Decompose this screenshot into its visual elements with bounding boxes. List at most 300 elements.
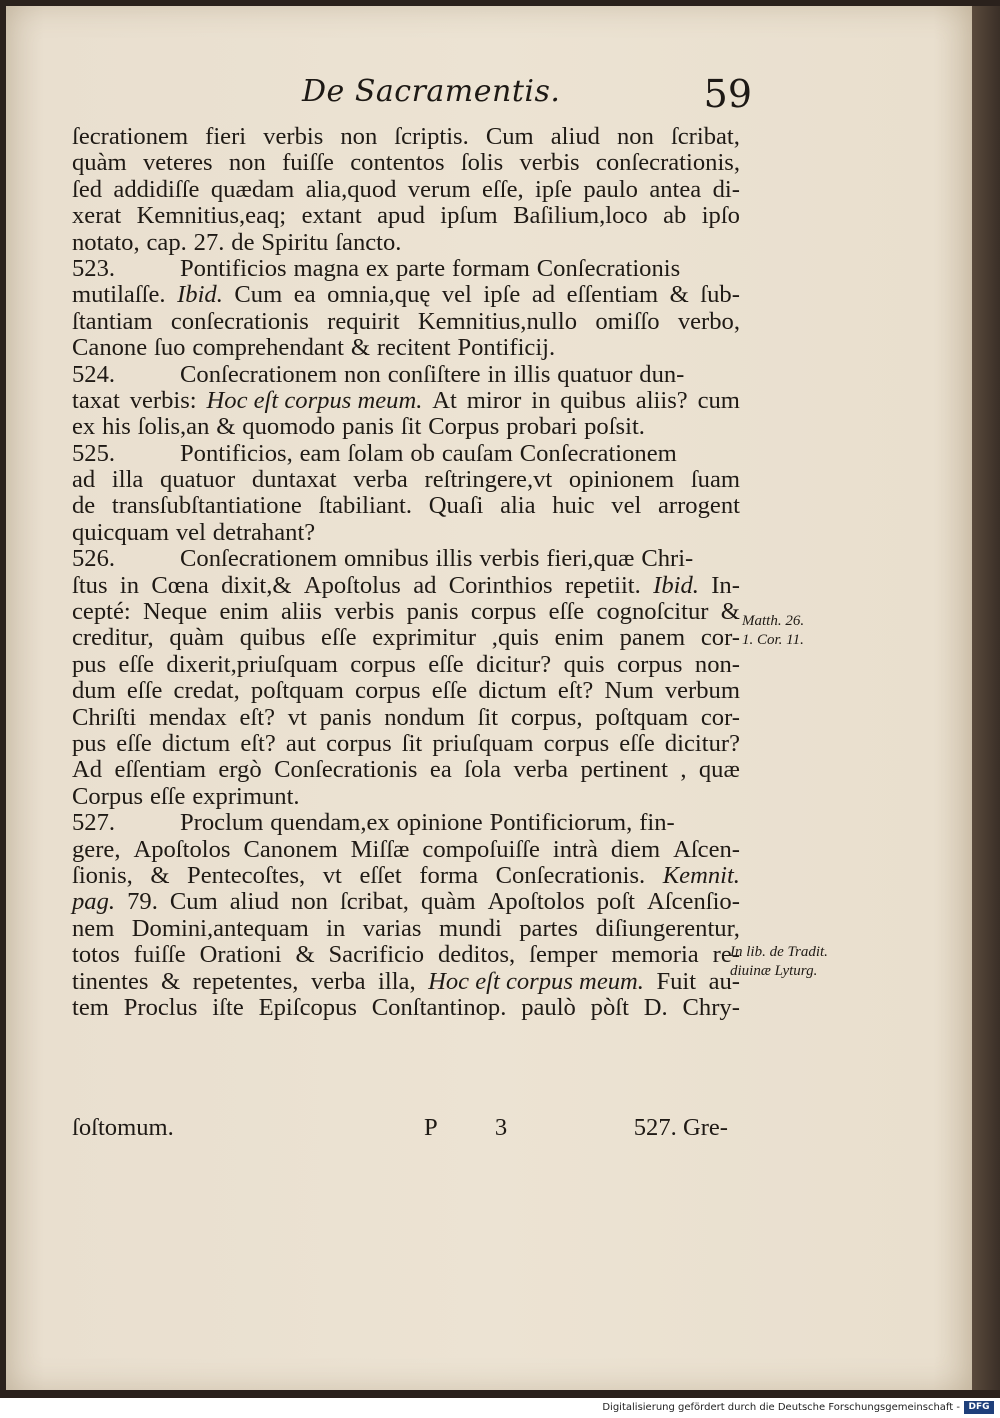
word: totos xyxy=(72,941,120,969)
word: eſt? xyxy=(557,677,594,705)
word: de xyxy=(72,492,96,520)
word: quæ xyxy=(698,756,740,784)
word: dixit,& xyxy=(221,571,292,599)
italic-reference: pag. xyxy=(72,888,116,916)
word: Pentecoſtes, xyxy=(187,861,306,889)
word: Aſcen- xyxy=(673,835,740,863)
word: varias xyxy=(362,914,422,942)
word: vel xyxy=(611,492,642,520)
text-line xyxy=(72,599,740,625)
word: nondum xyxy=(384,703,465,731)
word: pus xyxy=(72,729,107,757)
word: poſt xyxy=(596,888,635,916)
word: alia xyxy=(500,492,536,520)
word: eſſe xyxy=(428,650,464,678)
credit-bar xyxy=(0,1398,1000,1418)
word: ſcribat, xyxy=(339,888,409,916)
word: illis xyxy=(435,545,473,573)
word: ſcriptis. xyxy=(394,123,469,150)
word: opinione xyxy=(396,809,483,837)
word: ergò xyxy=(218,756,262,784)
word: , xyxy=(680,756,687,784)
word: aliis? xyxy=(635,386,688,414)
text-line xyxy=(72,573,740,599)
word: cauſam xyxy=(441,439,513,467)
word: requirit xyxy=(327,307,400,335)
word: corpus xyxy=(354,677,421,705)
word: corpus xyxy=(350,650,416,678)
word: & xyxy=(669,281,689,309)
word: ſola xyxy=(464,756,502,784)
word: fuiſſe xyxy=(133,941,186,969)
word: Epiſcopus xyxy=(258,993,357,1021)
word: eſſe xyxy=(431,677,468,705)
text-line xyxy=(72,995,740,1021)
word: ſit xyxy=(477,703,499,731)
word: in xyxy=(487,360,507,388)
word: opinionem xyxy=(568,466,675,494)
word: In- xyxy=(711,571,740,599)
word: quis xyxy=(563,650,605,678)
word: Kemnitius,eaq; xyxy=(136,202,287,230)
word: ſtus xyxy=(72,571,108,599)
word: ſolis xyxy=(460,149,504,177)
word: cap. xyxy=(146,228,187,256)
word: Conſtantinop. xyxy=(371,993,507,1021)
text-line xyxy=(72,309,740,335)
word: ſed xyxy=(72,175,103,203)
text-line xyxy=(72,942,740,968)
italic-reference: Ibid. xyxy=(177,281,223,309)
word: non- xyxy=(694,650,740,678)
word: eſſe xyxy=(116,729,152,757)
word: ſionis, xyxy=(72,861,133,889)
word: corpus xyxy=(470,598,537,626)
word: non xyxy=(340,123,378,150)
word: priuſquam xyxy=(432,729,534,757)
page-footer xyxy=(72,1114,740,1142)
word: eſſe xyxy=(548,598,585,626)
word: quicquam xyxy=(72,518,169,546)
word: cor- xyxy=(700,703,740,731)
word: cognoſcitur xyxy=(596,598,709,626)
word: verum xyxy=(407,175,471,203)
word: antea xyxy=(649,175,702,203)
word: re- xyxy=(712,941,740,969)
word: poſsit. xyxy=(584,413,645,441)
word: verbis: xyxy=(129,386,197,414)
word: formam xyxy=(452,254,530,282)
word: his xyxy=(102,413,131,441)
word: corpus xyxy=(326,729,392,757)
word: ſancto. xyxy=(335,228,402,256)
word: ſcribat, xyxy=(670,123,740,150)
word: ad xyxy=(72,466,96,494)
marginal-ref-matthew: Matth. 26. xyxy=(742,613,805,629)
word: D. xyxy=(643,993,668,1021)
text-line xyxy=(72,863,740,889)
word: pòſt xyxy=(590,993,629,1021)
text-line xyxy=(72,731,740,757)
word: Canone xyxy=(72,334,148,362)
word: intrà xyxy=(552,835,598,863)
word: vt xyxy=(322,861,342,889)
word: verbis xyxy=(479,545,540,573)
word: Canonem xyxy=(243,835,338,863)
word: omnia,quę xyxy=(327,281,431,309)
word: repetiit. xyxy=(564,571,641,599)
word: 27. xyxy=(193,228,225,256)
word: repetentes, xyxy=(192,967,299,995)
word: eſt? xyxy=(240,729,276,757)
word: Quaſi xyxy=(428,492,484,520)
word: quatuor xyxy=(557,360,633,388)
word: vel xyxy=(175,518,206,546)
marginal-note-scripture xyxy=(742,612,804,650)
word: pus xyxy=(72,650,107,678)
word: ſolam xyxy=(347,439,404,467)
text-line xyxy=(72,388,740,414)
text-line xyxy=(72,520,740,546)
word: Apoſtolos xyxy=(487,888,585,916)
word: Chri- xyxy=(641,545,694,573)
word: Pontificios, xyxy=(180,439,293,467)
final-word: ſoſtomum. xyxy=(72,1114,174,1141)
text-line xyxy=(72,916,740,942)
word: aliis xyxy=(280,598,322,626)
word: Pontificij. xyxy=(457,334,556,362)
word: ſecrationem xyxy=(72,123,189,150)
word: contentos xyxy=(350,149,445,177)
word: enim xyxy=(219,598,269,626)
word: cepté: xyxy=(72,598,131,626)
word: verbis xyxy=(519,149,580,177)
word: probari xyxy=(506,413,578,441)
word: Cum xyxy=(234,281,283,309)
text-line xyxy=(72,705,740,731)
word: Corpus xyxy=(428,413,500,441)
word: eſt? xyxy=(239,703,276,731)
word: corpus xyxy=(543,729,610,757)
word: eſſet xyxy=(359,861,402,889)
word: quàm xyxy=(169,624,224,652)
word: dictum xyxy=(161,729,231,757)
word: ſolis,an xyxy=(137,413,210,441)
text-line xyxy=(72,124,740,150)
word: ad xyxy=(413,571,437,599)
word: & xyxy=(216,413,236,441)
word: mutilaſſe. xyxy=(72,281,166,309)
marginal-ref-liturgy: diuinæ Lyturg. xyxy=(730,963,818,979)
word: Ad xyxy=(72,756,103,784)
word: ipſo xyxy=(701,202,740,230)
word: Cum xyxy=(485,123,534,150)
word: Aſcenſio- xyxy=(647,888,740,916)
entry-number: 527. xyxy=(72,809,116,837)
word: ,quis xyxy=(491,624,539,652)
page-edge-shadow xyxy=(972,6,1000,1390)
word: compoſuiſſe xyxy=(422,835,540,863)
word: forma xyxy=(419,861,479,889)
word: verbum xyxy=(664,677,740,705)
word: illa xyxy=(111,466,144,494)
text-line xyxy=(72,889,740,915)
word: dicitur? xyxy=(664,729,740,757)
word: dicitur? xyxy=(476,650,552,678)
word: Orationi xyxy=(199,941,282,969)
text-line xyxy=(72,467,740,493)
text-line xyxy=(72,414,740,440)
word: cum xyxy=(697,386,740,414)
word: eſſe xyxy=(118,650,155,678)
word: Kemnitius,nullo xyxy=(417,307,578,335)
word: quibus xyxy=(239,624,306,652)
word: ab xyxy=(663,202,687,230)
word: Proclum xyxy=(180,809,264,837)
word: detrahant? xyxy=(212,518,316,546)
word: arrogent xyxy=(658,492,740,520)
word: ſub- xyxy=(700,281,740,309)
word: & xyxy=(160,967,181,995)
word: ob xyxy=(410,439,435,467)
word: mundi xyxy=(438,914,502,942)
word: alia,quod xyxy=(305,175,397,203)
text-line xyxy=(72,335,740,361)
text-line xyxy=(72,282,740,308)
word: quàm xyxy=(72,149,127,177)
word: conſiſtere xyxy=(387,360,481,388)
word: nem xyxy=(72,914,115,942)
word: quædam xyxy=(210,175,295,203)
word: conſecrationis xyxy=(170,307,309,335)
word: eſſe xyxy=(149,782,186,810)
word: ſit xyxy=(401,729,423,757)
word: in xyxy=(119,571,140,599)
body-text xyxy=(72,124,740,1021)
word: Conſecrationem xyxy=(180,360,338,388)
entry-number: 524. xyxy=(72,360,116,388)
word: miror xyxy=(466,386,522,414)
word: Domini,antequam xyxy=(131,914,309,942)
word: fieri xyxy=(205,123,247,150)
word: quàm xyxy=(420,888,476,916)
marginal-ref-corinthians: 1. Cor. 11. xyxy=(742,632,804,648)
text-line xyxy=(72,150,740,176)
word: mendax xyxy=(148,703,227,731)
word: dum xyxy=(72,677,116,705)
text-line xyxy=(72,493,740,519)
dfg-logo: DFG xyxy=(964,1401,994,1414)
word: in xyxy=(531,386,551,414)
word: veteres xyxy=(142,149,213,177)
word: diſiungerentur, xyxy=(595,914,740,942)
word: verba xyxy=(513,756,569,784)
word: paulo xyxy=(583,175,638,203)
word: Sacrificio xyxy=(328,941,425,969)
word: & xyxy=(150,861,170,889)
word: panem xyxy=(619,624,686,652)
word: magna xyxy=(293,254,360,282)
word: Proclus xyxy=(123,993,198,1021)
word: di- xyxy=(712,175,740,203)
entry-first-line xyxy=(72,441,740,467)
funding-credit: Digitalisierung gefördert durch die Deutsche Forschungsgemeinschaft - xyxy=(602,1402,960,1413)
word: ſuam xyxy=(690,466,740,494)
entry-first-line xyxy=(72,546,740,572)
word: fieri,quæ xyxy=(546,545,635,573)
word: notato, xyxy=(72,228,140,256)
word: aliud xyxy=(229,888,279,916)
word: gere, xyxy=(72,835,121,863)
word: paulò xyxy=(521,993,576,1021)
italic-reference: Ibid. xyxy=(653,571,699,599)
word: non xyxy=(616,123,654,150)
italic-reference: Kemnit. xyxy=(662,861,740,889)
word: Apoſtolos xyxy=(133,835,231,863)
word: ſemper xyxy=(529,941,598,969)
word: ad xyxy=(531,281,556,309)
word: transſubſtantiatione xyxy=(111,492,302,520)
word: illis xyxy=(513,360,551,388)
word: tinentes xyxy=(72,967,149,995)
word: duntaxat xyxy=(251,466,337,494)
word: pertinent xyxy=(580,756,668,784)
word: aut xyxy=(285,729,316,757)
word: ipſe xyxy=(483,281,521,309)
word: non xyxy=(343,360,381,388)
text-line xyxy=(72,969,740,995)
word: Spiritu xyxy=(261,228,329,256)
word: & xyxy=(720,598,740,626)
word: ipſe xyxy=(535,175,572,203)
word: non xyxy=(228,149,266,177)
word: exprimitur xyxy=(372,624,477,652)
word: deditos, xyxy=(438,941,516,969)
word: fin- xyxy=(639,809,675,837)
word: extant xyxy=(301,202,362,230)
word: quendam,ex xyxy=(270,809,390,837)
word: verbis xyxy=(263,123,324,150)
word: aliud xyxy=(550,123,600,150)
word: Conſecrationem xyxy=(180,545,338,573)
word: diem xyxy=(610,835,661,863)
word: corpus, xyxy=(510,703,583,731)
word: conſecrationis, xyxy=(595,149,740,177)
word: taxat xyxy=(72,386,120,414)
word: memoria xyxy=(611,941,699,969)
word: & xyxy=(295,941,315,969)
word: Corpus xyxy=(72,782,144,810)
word: partes xyxy=(519,914,578,942)
word: omnibus xyxy=(343,545,429,573)
word: verba xyxy=(310,967,366,995)
word: Conſecrationem xyxy=(519,439,677,467)
text-line xyxy=(72,678,740,704)
running-title: De Sacramentis. xyxy=(302,74,561,109)
page-number: 59 xyxy=(703,72,752,116)
word: verba xyxy=(353,466,408,494)
word: Pontificios xyxy=(180,254,287,282)
word: ea xyxy=(293,281,316,309)
word: Apoſtolus xyxy=(303,571,401,599)
word: ſtantiam xyxy=(72,307,153,335)
italic-reference: Hoc eſt corpus meum. xyxy=(206,386,423,414)
word: ſit xyxy=(400,413,422,441)
word: Miſſæ xyxy=(350,835,410,863)
text-line xyxy=(72,652,740,678)
word: quomodo xyxy=(242,413,336,441)
signature-mark: P 3 xyxy=(424,1114,534,1141)
word: verbo, xyxy=(677,307,740,335)
word: eſſentiam xyxy=(114,756,206,784)
word: Pontificiorum, xyxy=(489,809,633,837)
word: exprimunt. xyxy=(192,782,300,810)
word: eſſe, xyxy=(482,175,524,203)
word: eſſe xyxy=(321,624,357,652)
word: vel xyxy=(441,281,472,309)
word: Conſecrationis xyxy=(274,756,418,784)
word: dictum xyxy=(478,677,547,705)
text-line xyxy=(72,625,740,651)
word: tem xyxy=(72,993,109,1021)
word: enim xyxy=(554,624,604,652)
catchword: 527. Gre- xyxy=(633,1114,728,1141)
text-line xyxy=(72,230,740,256)
word: Corinthios xyxy=(448,571,553,599)
text-line xyxy=(72,177,740,203)
word: eſſe xyxy=(619,729,655,757)
word: Cœna xyxy=(151,571,209,599)
word: poſtquam xyxy=(250,677,344,705)
entry-number: 526. xyxy=(72,545,116,573)
italic-reference: Hoc eſt corpus meum. xyxy=(428,967,644,995)
word: recitent xyxy=(376,334,451,362)
word: xerat xyxy=(72,202,122,230)
marginal-note-source xyxy=(730,943,828,981)
entry-number: 523. xyxy=(72,254,116,282)
word: panis xyxy=(342,413,395,441)
word: dun- xyxy=(639,360,685,388)
word: Conſecrationis. xyxy=(495,861,646,889)
text-line xyxy=(72,203,740,229)
text-line xyxy=(72,757,740,783)
word: panis xyxy=(406,598,459,626)
text-line xyxy=(72,837,740,863)
word: credat, xyxy=(173,677,240,705)
word: apud xyxy=(377,202,425,230)
word: reſtringere,vt xyxy=(424,466,553,494)
word: 79. xyxy=(127,888,158,916)
word: non xyxy=(291,888,328,916)
word: fuiſſe xyxy=(282,149,334,177)
word: Baſilium,loco xyxy=(513,202,648,230)
word: panis xyxy=(319,703,372,731)
word: iſte xyxy=(212,993,244,1021)
word: cor- xyxy=(700,624,740,652)
word: corpus xyxy=(616,650,683,678)
word: parte xyxy=(395,254,446,282)
marginal-ref-book: In lib. de Tradit. xyxy=(730,944,828,960)
word: ex xyxy=(365,254,390,282)
word: creditur, xyxy=(72,624,154,652)
word: eam xyxy=(299,439,341,467)
word: eſſe xyxy=(126,677,163,705)
text-line xyxy=(72,784,740,810)
word: Chry- xyxy=(682,993,740,1021)
word: huic xyxy=(552,492,595,520)
word: dixerit,priuſquam xyxy=(166,650,338,678)
word: Num xyxy=(604,677,654,705)
